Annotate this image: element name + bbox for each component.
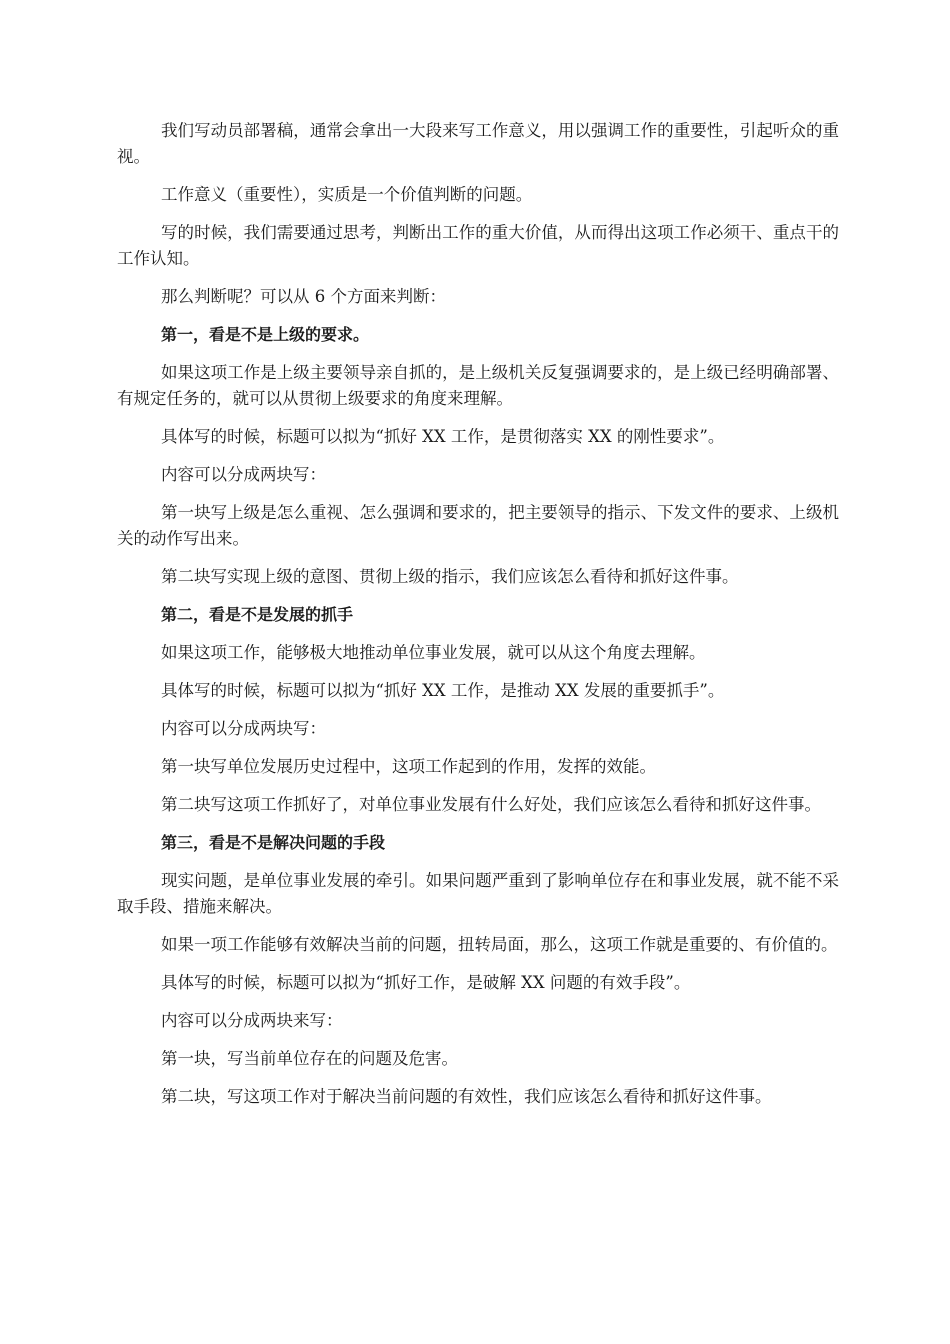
document-body (117, 118, 839, 1122)
paragraph: 第二块写实现上级的意图、贯彻上级的指示，我们应该怎么看待和抓好这件事。 (161, 567, 739, 586)
section-heading: 第一，看是不是上级的要求。 (161, 325, 370, 344)
paragraph: 内容可以分成两块写： (161, 719, 326, 738)
paragraph: 具体写的时候，标题可以拟为“抓好 XX 工作，是贯彻落实 XX 的刚性要求”。 (161, 427, 725, 446)
paragraph: 内容可以分成两块来写： (161, 1011, 343, 1030)
paragraph: 如果一项工作能够有效解决当前的问题，扭转局面，那么，这项工作就是重要的、有价值的。 (161, 935, 838, 954)
paragraph: 内容可以分成两块写： (161, 465, 326, 484)
paragraph: 工作意义（重要性），实质是一个价值判断的问题。 (161, 185, 533, 204)
paragraph: 第一块，写当前单位存在的问题及危害。 (161, 1049, 458, 1068)
section-heading: 第二，看是不是发展的抓手 (161, 605, 354, 624)
paragraph: 第二块写这项工作抓好了，对单位事业发展有什么好处，我们应该怎么看待和抓好这件事。 (161, 795, 821, 814)
paragraph: 我们写动员部署稿，通常会拿出一大段来写工作意义，用以强调工作的重要性，引起听众的重视。 (117, 121, 839, 166)
paragraph: 第一块写单位发展历史过程中，这项工作起到的作用，发挥的效能。 (161, 757, 656, 776)
paragraph: 具体写的时候，标题可以拟为“抓好工作，是破解 XX 问题的有效手段”。 (161, 973, 691, 992)
paragraph: 第一块写上级是怎么重视、怎么强调和要求的，把主要领导的指示、下发文件的要求、上级机关的动作写出来。 (117, 503, 839, 548)
paragraph: 第二块，写这项工作对于解决当前问题的有效性，我们应该怎么看待和抓好这件事。 (161, 1087, 772, 1106)
paragraph: 如果这项工作是上级主要领导亲自抓的，是上级机关反复强调要求的，是上级已经明确部署、有规定任务的，就可以从贯彻上级要求的角度来理解。 (117, 363, 839, 408)
paragraph: 具体写的时候，标题可以拟为“抓好 XX 工作，是推动 XX 发展的重要抓手”。 (161, 681, 725, 700)
paragraph: 现实问题，是单位事业发展的牵引。如果问题严重到了影响单位存在和事业发展，就不能不采取手段、措施来解决。 (117, 871, 839, 916)
paragraph: 那么判断呢？可以从 6 个方面来判断： (161, 287, 446, 306)
paragraph: 如果这项工作，能够极大地推动单位事业发展，就可以从这个角度去理解。 (161, 643, 706, 662)
paragraph: 写的时候，我们需要通过思考，判断出工作的重大价值，从而得出这项工作必须干、重点干的工作认知。 (117, 223, 839, 268)
section-heading: 第三，看是不是解决问题的手段 (161, 833, 386, 852)
